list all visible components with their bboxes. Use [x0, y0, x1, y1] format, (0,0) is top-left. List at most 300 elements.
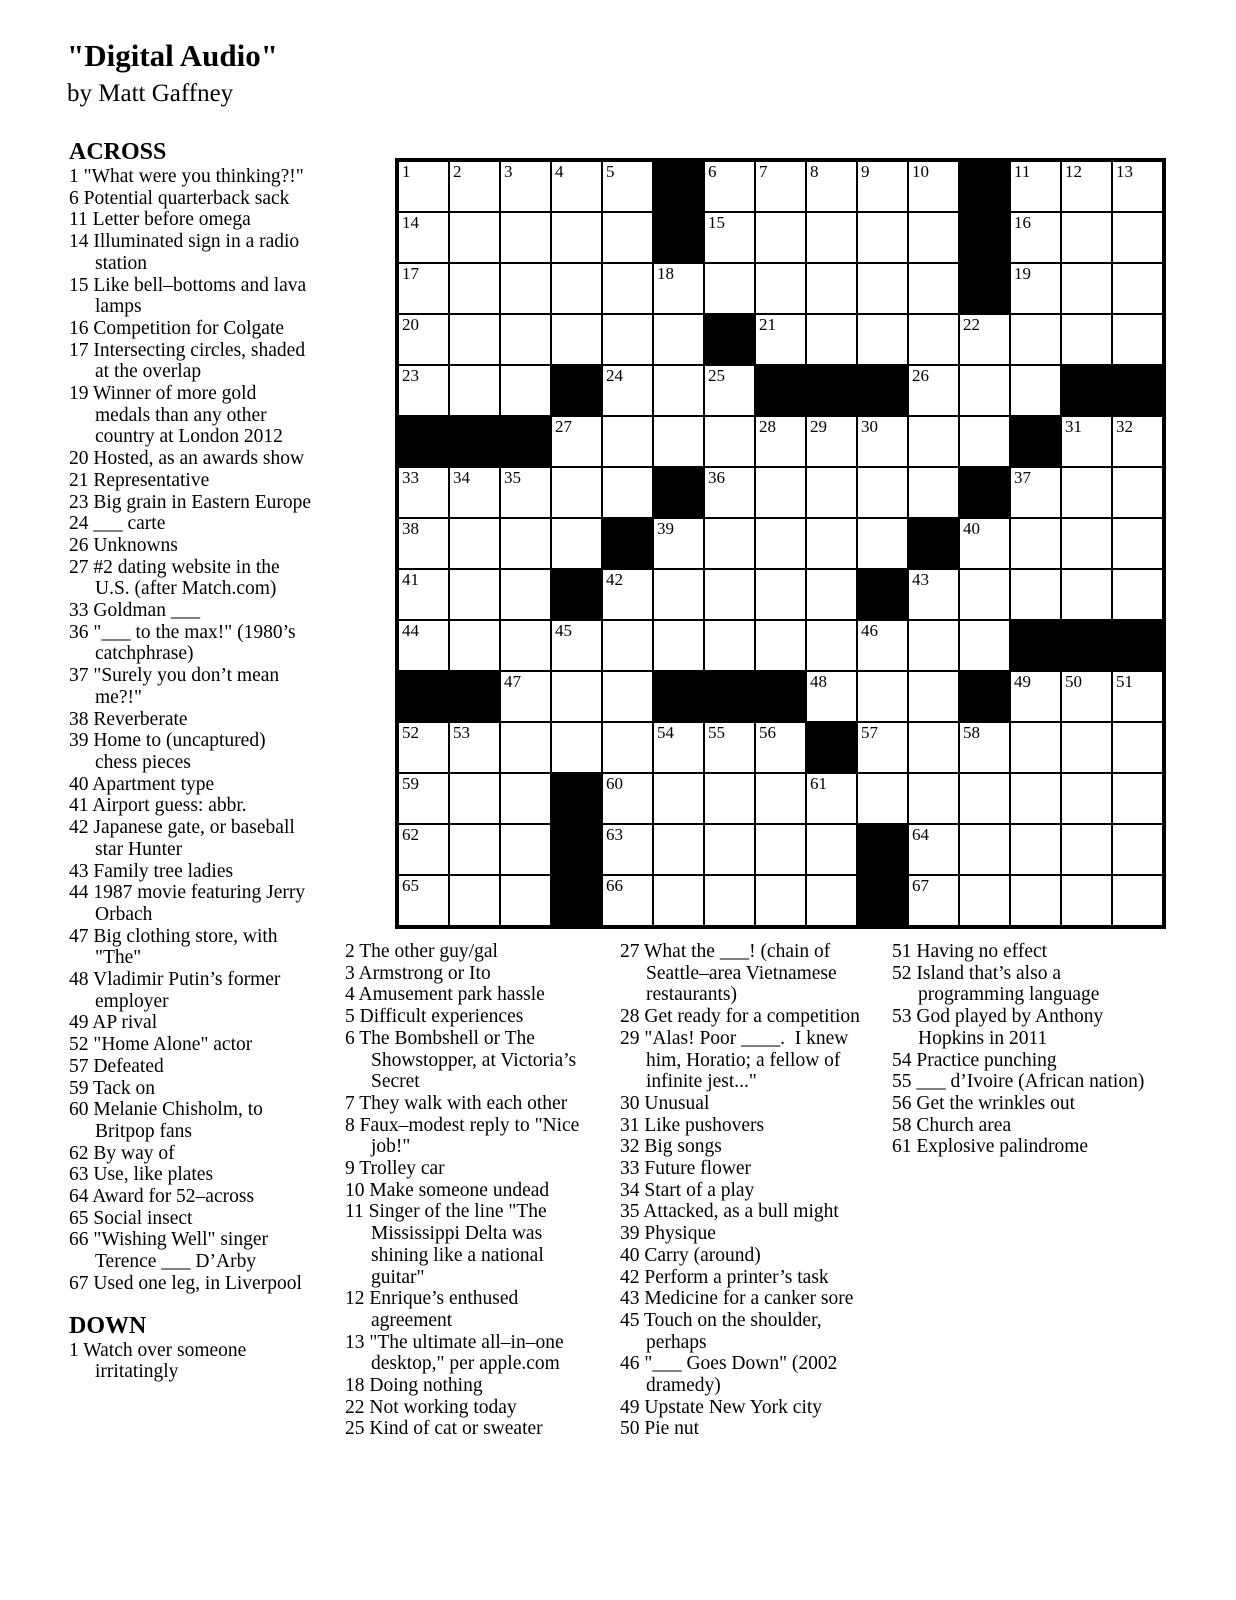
- cell-number: 56: [759, 723, 776, 742]
- clue: 13 "The ultimate all–in–one desktop," per apple.com: [345, 1331, 564, 1375]
- clue: 15 Like bell–bottoms and lava lamps: [69, 274, 307, 318]
- grid-cell: [704, 365, 755, 416]
- grid-cell-black: [1112, 620, 1163, 671]
- grid-cell-black: [653, 671, 704, 722]
- grid-cell: [602, 365, 653, 416]
- grid-cell: [398, 824, 449, 875]
- grid-cell: [500, 671, 551, 722]
- grid-cell: [551, 671, 602, 722]
- grid-cell: [908, 620, 959, 671]
- grid-cell: [1010, 773, 1061, 824]
- grid-cell: [1112, 518, 1163, 569]
- clue: 2 The other guy/gal: [345, 941, 498, 962]
- grid-cell: [398, 722, 449, 773]
- cell-number: 67: [912, 876, 929, 895]
- clue-number: 31: [620, 1114, 640, 1136]
- grid-cell: [755, 467, 806, 518]
- grid-cell-black: [755, 365, 806, 416]
- clue: 28 Get ready for a competition: [620, 1006, 860, 1028]
- clue: 54 Practice punching: [892, 1049, 1057, 1071]
- clue: 4 Amusement park hassle: [345, 984, 545, 1006]
- clue: 33 Goldman ___: [69, 600, 201, 622]
- cell-number: 11: [1014, 162, 1031, 181]
- grid-cell-black: [959, 467, 1010, 518]
- clue: 25 Kind of cat or sweater: [345, 1418, 543, 1440]
- grid-cell: [653, 518, 704, 569]
- clue-number: 25: [345, 1418, 365, 1440]
- clue: 37 "Surely you don’t mean me?!": [69, 665, 280, 708]
- clue: 5 Difficult experiences: [345, 1006, 524, 1028]
- grid-cell: [1010, 722, 1061, 773]
- clue-number: 17: [69, 339, 89, 361]
- cell-number: 31: [1065, 417, 1082, 436]
- clue-number: 21: [69, 469, 89, 491]
- grid-cell: [704, 620, 755, 671]
- grid-cell: [908, 467, 959, 518]
- grid-cell: [551, 416, 602, 467]
- grid-cell: [653, 620, 704, 671]
- clue: 24 ___ carte: [69, 513, 166, 535]
- grid-cell: [959, 416, 1010, 467]
- grid-cell: [653, 773, 704, 824]
- clue-number: 29: [620, 1027, 640, 1049]
- grid-cell: [1112, 161, 1163, 212]
- grid-cell: [755, 620, 806, 671]
- cell-number: 34: [453, 468, 470, 487]
- clue: 43 Medicine for a canker sore: [620, 1288, 854, 1310]
- clue-number: 49: [620, 1396, 640, 1418]
- clue-number: 27: [620, 941, 640, 962]
- clue: 22 Not working today: [345, 1396, 517, 1418]
- grid-cell: [1061, 263, 1112, 314]
- grid-cell: [398, 875, 449, 926]
- clue: 47 Big clothing store, with "The": [69, 925, 278, 969]
- across-clue-list: [69, 166, 312, 1295]
- grid-cell: [602, 671, 653, 722]
- clue-number: 1: [69, 1339, 79, 1361]
- clue-number: 42: [69, 817, 89, 839]
- grid-cell: [500, 518, 551, 569]
- grid-cell: [704, 416, 755, 467]
- clue: 36 "___ to the max!" (1980’s catchphrase): [69, 621, 296, 665]
- clue: 23 Big grain in Eastern Europe: [69, 491, 312, 513]
- grid-cell: [602, 416, 653, 467]
- grid-cell: [908, 161, 959, 212]
- clue-number: 61: [892, 1136, 912, 1158]
- cell-number: 47: [504, 672, 521, 691]
- grid-cell: [602, 569, 653, 620]
- clue: 27 #2 dating website in the U.S. (after Match.com): [69, 556, 280, 600]
- grid-cell: [704, 212, 755, 263]
- grid-cell: [908, 314, 959, 365]
- grid-cell-black: [551, 824, 602, 875]
- cell-number: 20: [402, 315, 419, 334]
- grid-cell: [704, 773, 755, 824]
- grid-cell: [959, 569, 1010, 620]
- grid-cell: [806, 467, 857, 518]
- grid-cell: [1112, 722, 1163, 773]
- grid-cell: [653, 722, 704, 773]
- clue-number: 19: [69, 383, 89, 405]
- grid-cell: [1112, 671, 1163, 722]
- clue: 7 They walk with each other: [345, 1092, 568, 1114]
- grid-cell: [653, 263, 704, 314]
- cell-number: 25: [708, 366, 725, 385]
- cell-number: 2: [453, 162, 462, 181]
- grid-cell-black: [653, 467, 704, 518]
- clue: 60 Melanie Chisholm, to Britpop fans: [69, 1099, 263, 1142]
- cell-number: 43: [912, 570, 929, 589]
- clue-number: 50: [620, 1418, 640, 1440]
- grid-cell: [959, 875, 1010, 926]
- grid-cell: [1061, 824, 1112, 875]
- cell-number: 64: [912, 825, 929, 844]
- clue: 18 Doing nothing: [345, 1375, 483, 1397]
- grid-cell: [398, 620, 449, 671]
- grid-cell: [1112, 467, 1163, 518]
- grid-cell-black: [704, 314, 755, 365]
- grid-cell: [806, 620, 857, 671]
- grid-cell-black: [1061, 620, 1112, 671]
- cell-number: 59: [402, 774, 419, 793]
- cell-number: 33: [402, 468, 419, 487]
- puzzle-byline: by Matt Gaffney: [67, 80, 234, 107]
- grid-cell: [653, 416, 704, 467]
- clue-number: 39: [69, 730, 89, 752]
- grid-cell: [602, 620, 653, 671]
- grid-cell-black: [449, 671, 500, 722]
- clue-number: 11: [345, 1201, 364, 1223]
- grid-cell: [398, 263, 449, 314]
- clue: 26 Unknowns: [69, 534, 178, 556]
- grid-cell: [908, 722, 959, 773]
- grid-cell-black: [551, 875, 602, 926]
- grid-cell: [398, 518, 449, 569]
- grid-cell: [602, 314, 653, 365]
- grid-cell: [755, 569, 806, 620]
- clue: 66 "Wishing Well" singer Terence ___ D’Arby: [69, 1229, 268, 1273]
- clue: 12 Enrique’s enthused agreement: [345, 1288, 519, 1331]
- clue-number: 35: [620, 1201, 640, 1223]
- cell-number: 18: [657, 264, 674, 283]
- grid-cell: [959, 365, 1010, 416]
- clue: 67 Used one leg, in Liverpool: [69, 1272, 302, 1294]
- across-header: ACROSS: [69, 139, 167, 165]
- clue-number: 22: [345, 1396, 365, 1418]
- cell-number: 50: [1065, 672, 1082, 691]
- clue: 3 Armstrong or Ito: [345, 962, 491, 984]
- grid-cell: [959, 773, 1010, 824]
- grid-cell: [959, 824, 1010, 875]
- grid-cell-black: [806, 722, 857, 773]
- clue: 19 Winner of more gold medals than any other country at London 2012: [69, 383, 283, 448]
- clue-number: 5: [345, 1006, 355, 1028]
- cell-number: 54: [657, 723, 674, 742]
- clue: 53 God played by Anthony Hopkins in 2011: [892, 1006, 1104, 1049]
- grid-cell: [551, 467, 602, 518]
- grid-cell: [857, 518, 908, 569]
- grid-cell: [1112, 416, 1163, 467]
- clue: 51 Having no effect: [892, 941, 1048, 962]
- clue-number: 11: [69, 209, 88, 231]
- grid-cell: [704, 824, 755, 875]
- grid-cell: [551, 518, 602, 569]
- grid-cell: [398, 161, 449, 212]
- grid-cell: [449, 212, 500, 263]
- clue-number: 32: [620, 1136, 640, 1158]
- grid-cell-black: [959, 671, 1010, 722]
- grid-cell: [755, 518, 806, 569]
- grid-cell: [602, 722, 653, 773]
- clue: 58 Church area: [892, 1114, 1012, 1136]
- clue-number: 43: [620, 1288, 640, 1310]
- cell-number: 66: [606, 876, 623, 895]
- grid-cell: [602, 875, 653, 926]
- cell-number: 26: [912, 366, 929, 385]
- grid-cell: [1010, 671, 1061, 722]
- clue-number: 55: [892, 1071, 912, 1093]
- clue-number: 7: [345, 1092, 355, 1114]
- grid-cell: [806, 875, 857, 926]
- grid-cell: [1061, 773, 1112, 824]
- grid-cell: [500, 722, 551, 773]
- clue-number: 34: [620, 1179, 640, 1201]
- grid-cell: [857, 314, 908, 365]
- cell-number: 1: [402, 162, 411, 181]
- grid-cell: [908, 416, 959, 467]
- grid-cell-black: [857, 875, 908, 926]
- clue: 11 Letter before omega: [69, 209, 251, 231]
- grid-cell: [602, 212, 653, 263]
- cell-number: 4: [555, 162, 564, 181]
- grid-cell: [551, 722, 602, 773]
- grid-cell: [806, 569, 857, 620]
- clue-number: 23: [69, 491, 89, 513]
- grid-cell: [857, 161, 908, 212]
- clue: 33 Future flower: [620, 1158, 752, 1180]
- grid-cell: [500, 620, 551, 671]
- grid-cell: [959, 518, 1010, 569]
- cell-number: 21: [759, 315, 776, 334]
- grid-cell: [1010, 824, 1061, 875]
- grid-cell: [602, 773, 653, 824]
- grid-cell: [1112, 824, 1163, 875]
- grid-cell: [551, 314, 602, 365]
- cell-number: 12: [1065, 162, 1082, 181]
- grid-cell: [806, 773, 857, 824]
- grid-cell-black: [755, 671, 806, 722]
- grid-cell: [449, 263, 500, 314]
- clue: 64 Award for 52–across: [69, 1186, 255, 1208]
- grid-cell-black: [551, 773, 602, 824]
- clue-number: 4: [345, 984, 355, 1006]
- grid-cell-black: [398, 416, 449, 467]
- grid-cell: [806, 263, 857, 314]
- cell-number: 7: [759, 162, 768, 181]
- clue-number: 14: [69, 231, 89, 253]
- clue-number: 33: [69, 600, 89, 622]
- clue: 16 Competition for Colgate: [69, 317, 285, 339]
- grid-cell: [398, 365, 449, 416]
- grid-cell: [653, 875, 704, 926]
- grid-cell-black: [959, 161, 1010, 212]
- grid-cell-black: [551, 365, 602, 416]
- clue: 30 Unusual: [620, 1092, 710, 1114]
- clue-number: 67: [69, 1272, 89, 1294]
- clue-number: 12: [345, 1288, 365, 1310]
- grid-cell: [500, 569, 551, 620]
- clue: 49 Upstate New York city: [620, 1396, 823, 1418]
- clue-number: 51: [892, 941, 912, 962]
- clue: 32 Big songs: [620, 1136, 722, 1158]
- grid-cell: [755, 212, 806, 263]
- clue: 17 Intersecting circles, shaded at the overlap: [69, 339, 306, 383]
- clue-number: 62: [69, 1142, 89, 1164]
- down-clue-list-4: [892, 941, 1148, 1158]
- cell-number: 13: [1116, 162, 1133, 181]
- down-clue-list-1: [69, 1340, 312, 1383]
- cell-number: 6: [708, 162, 717, 181]
- grid-cell: [857, 416, 908, 467]
- grid-cell-black: [653, 212, 704, 263]
- cell-number: 38: [402, 519, 419, 538]
- grid-cell: [1010, 365, 1061, 416]
- grid-cell-black: [959, 263, 1010, 314]
- grid-cell: [1061, 875, 1112, 926]
- cell-number: 53: [453, 723, 470, 742]
- cell-number: 48: [810, 672, 827, 691]
- clue-number: 47: [69, 925, 89, 947]
- cell-number: 27: [555, 417, 572, 436]
- grid-cell: [500, 875, 551, 926]
- grid-cell: [959, 314, 1010, 365]
- cell-number: 29: [810, 417, 827, 436]
- cell-number: 17: [402, 264, 419, 283]
- cell-number: 32: [1116, 417, 1133, 436]
- cell-number: 52: [402, 723, 419, 742]
- clue: 63 Use, like plates: [69, 1164, 214, 1186]
- grid-cell: [551, 212, 602, 263]
- clue: 6 The Bombshell or The Showstopper, at Victoria’s Secret: [345, 1027, 577, 1093]
- grid-cell: [1061, 569, 1112, 620]
- clue-number: 58: [892, 1114, 912, 1136]
- grid-cell: [500, 467, 551, 518]
- clue: 59 Tack on: [69, 1077, 156, 1099]
- grid-cell-black: [398, 671, 449, 722]
- cell-number: 40: [963, 519, 980, 538]
- clue: 31 Like pushovers: [620, 1114, 765, 1136]
- grid-cell: [1010, 212, 1061, 263]
- grid-cell: [908, 824, 959, 875]
- cell-number: 46: [861, 621, 878, 640]
- grid-cell: [755, 314, 806, 365]
- cell-number: 61: [810, 774, 827, 793]
- clue-number: 52: [69, 1034, 89, 1056]
- grid-cell: [857, 212, 908, 263]
- grid-cell-black: [653, 161, 704, 212]
- grid-cell: [857, 620, 908, 671]
- clue-number: 42: [620, 1266, 640, 1288]
- clue: 14 Illuminated sign in a radio station: [69, 231, 300, 274]
- grid-cell: [755, 161, 806, 212]
- grid-cell-black: [857, 569, 908, 620]
- clue-number: 15: [69, 274, 89, 296]
- clue-number: 57: [69, 1055, 89, 1077]
- clue-number: 37: [69, 665, 89, 687]
- clue: 38 Reverberate: [69, 708, 188, 730]
- grid-cell-black: [857, 365, 908, 416]
- clue-number: 39: [620, 1223, 640, 1245]
- cell-number: 39: [657, 519, 674, 538]
- grid-cell: [449, 569, 500, 620]
- clue-number: 38: [69, 708, 89, 730]
- clue: 42 Perform a printer’s task: [620, 1266, 829, 1288]
- grid-cell: [398, 212, 449, 263]
- clue: 29 "Alas! Poor ____. I knew him, Horatio; a fellow of infinite jest...": [620, 1027, 849, 1093]
- grid-cell: [653, 569, 704, 620]
- grid-cell-black: [959, 212, 1010, 263]
- grid-cell: [449, 875, 500, 926]
- clue: 27 What the ___! (chain of Seattle–area Vietnamese restaurants): [620, 941, 837, 1006]
- grid-cell-black: [806, 365, 857, 416]
- clue: 6 Potential quarterback sack: [69, 187, 290, 209]
- clue: 52 Island that’s also a programming language: [892, 962, 1100, 1006]
- clue-number: 24: [69, 513, 89, 535]
- grid-cell: [908, 875, 959, 926]
- clue-number: 40: [620, 1244, 640, 1266]
- cell-number: 63: [606, 825, 623, 844]
- down-clue-list-3: [620, 941, 868, 1440]
- down-header: DOWN: [69, 1312, 147, 1339]
- cell-number: 41: [402, 570, 419, 589]
- grid-cell: [755, 824, 806, 875]
- cell-number: 3: [504, 162, 513, 181]
- grid-cell-black: [1010, 620, 1061, 671]
- grid-cell: [1010, 161, 1061, 212]
- grid-cell: [1112, 875, 1163, 926]
- clue-number: 33: [620, 1158, 640, 1180]
- grid-cell: [1061, 212, 1112, 263]
- clue: 8 Faux–modest reply to "Nice job!": [345, 1114, 580, 1158]
- grid-cell: [704, 518, 755, 569]
- clue-number: 2: [345, 941, 355, 962]
- grid-cell: [449, 773, 500, 824]
- grid-cell: [959, 620, 1010, 671]
- grid-cell: [602, 824, 653, 875]
- grid-cell: [857, 722, 908, 773]
- crossword-grid: [395, 158, 1166, 929]
- cell-number: 37: [1014, 468, 1031, 487]
- grid-cell: [908, 263, 959, 314]
- grid-cell: [449, 467, 500, 518]
- grid-cell: [449, 722, 500, 773]
- grid-cell-black: [500, 416, 551, 467]
- grid-cell: [908, 773, 959, 824]
- clue: 40 Carry (around): [620, 1244, 761, 1266]
- grid-cell-black: [704, 671, 755, 722]
- grid-cell: [1112, 569, 1163, 620]
- cell-number: 62: [402, 825, 419, 844]
- clue-number: 6: [69, 187, 79, 209]
- cell-number: 45: [555, 621, 572, 640]
- cell-number: 5: [606, 162, 615, 181]
- clue-number: 54: [892, 1049, 912, 1071]
- cell-number: 65: [402, 876, 419, 895]
- clue-number: 40: [69, 773, 89, 795]
- grid-cell: [602, 467, 653, 518]
- clue: 52 "Home Alone" actor: [69, 1034, 253, 1056]
- grid-cell: [1010, 569, 1061, 620]
